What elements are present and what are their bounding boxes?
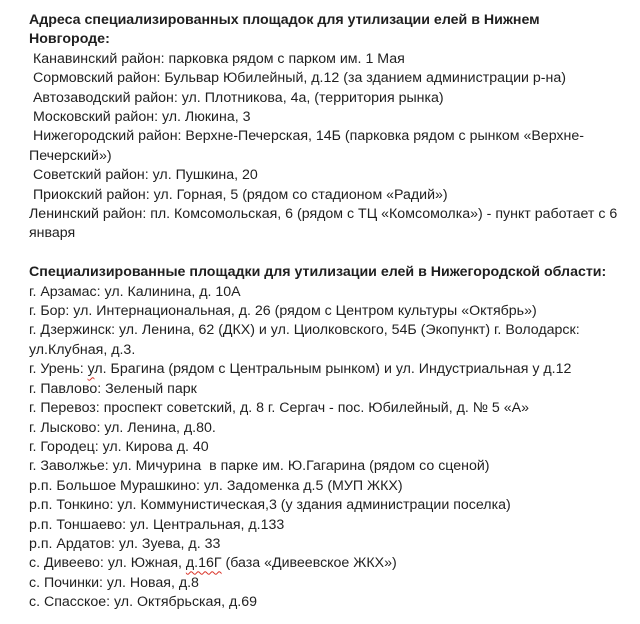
city-address-line: Приокский район: ул. Горная, 5 (рядом со стадионом «Радий») (29, 186, 448, 203)
city-address-line: Ленинский район: пл. Комсомольская, 6 (рядом с ТЦ «Комсомолка») - пункт работает с 6 января (29, 206, 622, 242)
city-address-line: Советский район: ул. Пушкина, 20 (29, 167, 258, 184)
region-address-line: г. Перевоз: проспект советский, д. 8 г. Сергач - пос. Юбилейный, д. № 5 «А» (29, 400, 529, 417)
region-address-line: с. Дивеево: ул. Южная, д.16Г (база «Дивеевское ЖКХ») (29, 555, 397, 572)
city-address-line: Автозаводский район: ул. Плотникова, 4а, (территория рынка) (29, 89, 444, 106)
city-address-line: Канавинский район: парковка рядом с парком им. 1 Мая (29, 50, 405, 67)
region-address-line: г. Городец: ул. Кирова д. 40 (29, 438, 209, 455)
city-address-line: Нижегородский район: Верхне-Печерская, 14Б (парковка рядом с рынком «Верхне-Печерский») (29, 128, 584, 164)
region-address-line: г. Арзамас: ул. Калинина, д. 10А (29, 283, 241, 300)
region-address-line: г. Бор: ул. Интернациональная, д. 26 (рядом с Центром культуры «Октябрь») (29, 303, 537, 320)
region-section-heading: Специализированные площадки для утилизации елей в Нижегородской области: (29, 264, 607, 281)
region-address-line: р.п. Тоншаево: ул. Центральная, д.133 (29, 516, 285, 533)
region-address-line: р.п. Ардатов: ул. Зуева, д. 33 (29, 535, 221, 552)
section-spacer (29, 244, 624, 263)
region-address-line: р.п. Тонкино: ул. Коммунистическая,3 (у здания администрации поселка) (29, 497, 511, 514)
region-address-line: с. Починки: ул. Новая, д.8 (29, 574, 199, 591)
region-address-line: с. Спасское: ул. Октябрьская, д.69 (29, 594, 258, 611)
region-address-line: г. Павлово: Зеленый парк (29, 380, 197, 397)
city-address-line: Московский район: ул. Люкина, 3 (29, 109, 251, 126)
region-address-line: г. Дзержинск: ул. Ленина, 62 (ДКХ) и ул. Циолковского, 54Б (Экопункт) г. Володарск: ул.Клубная, д.3. (29, 322, 584, 358)
city-section-heading: Адреса специализированных площадок для утилизации елей в Нижнем Новгороде: (29, 12, 544, 48)
region-address-line: р.п. Большое Мурашкино: ул. Задоменка д.5 (МУП ЖКХ) (29, 477, 403, 494)
region-address-line: г. Урень: ул. Брагина (рядом с Центральным рынком) и ул. Индустриальная у д.12 (29, 361, 572, 378)
region-address-line: г. Лысково: ул. Ленина, д.80. (29, 419, 216, 436)
spellcheck-mark: у (87, 361, 95, 378)
region-address-line: г. Заволжье: ул. Мичурина в парке им. Ю.Гагарина (рядом со сценой) (29, 458, 490, 475)
spellcheck-mark: д.16Г (185, 555, 222, 572)
city-address-line: Сормовский район: Бульвар Юбилейный, д.12 (за зданием администрации р-на) (29, 70, 566, 87)
